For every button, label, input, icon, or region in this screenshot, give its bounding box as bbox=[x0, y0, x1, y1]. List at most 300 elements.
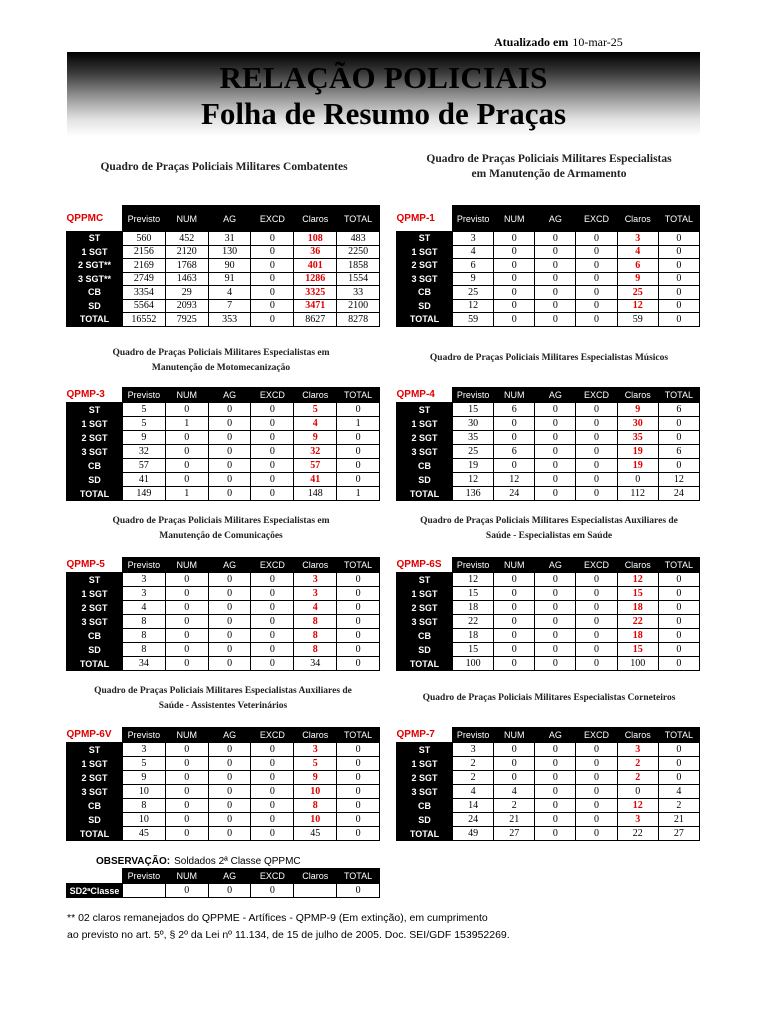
col-header: Previsto bbox=[123, 728, 166, 743]
value-cell: 0 bbox=[494, 643, 535, 657]
value-cell: 4 bbox=[658, 785, 699, 799]
claros-cell: 10 bbox=[294, 785, 337, 799]
value-cell: 41 bbox=[123, 473, 166, 487]
rank-cell: CB bbox=[397, 459, 453, 473]
table-row bbox=[397, 272, 700, 286]
value-cell: 0 bbox=[337, 573, 380, 587]
rank-cell: 3 SGT bbox=[67, 785, 123, 799]
value-cell: 0 bbox=[494, 615, 535, 629]
observacao-title: OBSERVAÇÃO: bbox=[96, 856, 171, 867]
value-cell: 24 bbox=[658, 487, 699, 501]
value-cell: 0 bbox=[251, 799, 294, 813]
claros-cell: 8 bbox=[294, 643, 337, 657]
value-cell: 18 bbox=[453, 629, 494, 643]
col-header: TOTAL bbox=[658, 558, 699, 573]
value-cell: 0 bbox=[337, 403, 380, 417]
rank-cell: SD bbox=[67, 813, 123, 827]
value-cell: 0 bbox=[535, 813, 576, 827]
value-cell: 6 bbox=[494, 445, 535, 459]
rank-cell: SD bbox=[397, 473, 453, 487]
value-cell: 0 bbox=[165, 799, 208, 813]
table-row bbox=[67, 431, 380, 445]
table-row bbox=[397, 473, 700, 487]
value-cell: 3 bbox=[453, 743, 494, 757]
value-cell: 4 bbox=[453, 245, 494, 259]
value-cell: 0 bbox=[535, 313, 576, 327]
col-header: NUM bbox=[165, 388, 208, 403]
value-cell: 0 bbox=[535, 615, 576, 629]
value-cell: 0 bbox=[576, 813, 617, 827]
value-cell: 483 bbox=[337, 232, 380, 246]
col-header: TOTAL bbox=[658, 206, 699, 232]
rank-cell: ST bbox=[397, 743, 453, 757]
value-cell: 0 bbox=[251, 445, 294, 459]
value-cell: 8 bbox=[123, 615, 166, 629]
col-header: Previsto bbox=[123, 388, 166, 403]
value-cell: 0 bbox=[658, 643, 699, 657]
value-cell: 24 bbox=[453, 813, 494, 827]
value-cell bbox=[123, 884, 166, 898]
value-cell: 12 bbox=[658, 473, 699, 487]
col-header: Previsto bbox=[453, 558, 494, 573]
rank-cell: SD bbox=[397, 643, 453, 657]
quadro-heading-line: Manutenção de Motomecanização bbox=[151, 363, 291, 373]
quadro-heading bbox=[394, 152, 704, 182]
value-cell: 6 bbox=[658, 403, 699, 417]
col-header: AG bbox=[208, 728, 251, 743]
col-header: Previsto bbox=[453, 206, 494, 232]
value-cell: 0 bbox=[535, 643, 576, 657]
value-cell: 0 bbox=[535, 272, 576, 286]
quadro-code: QPMP-3 bbox=[67, 388, 123, 403]
claros-cell: 18 bbox=[617, 629, 658, 643]
claros-cell: 3 bbox=[617, 232, 658, 246]
col-header: NUM bbox=[165, 206, 208, 232]
table-row bbox=[67, 785, 380, 799]
value-cell: 0 bbox=[658, 313, 699, 327]
claros-cell: 4 bbox=[294, 417, 337, 431]
value-cell: 0 bbox=[208, 643, 251, 657]
value-cell: 2749 bbox=[123, 272, 166, 286]
value-cell: 0 bbox=[337, 757, 380, 771]
value-cell: 0 bbox=[251, 403, 294, 417]
value-cell: 0 bbox=[251, 272, 294, 286]
table-row bbox=[397, 615, 700, 629]
claros-cell: 18 bbox=[617, 601, 658, 615]
claros-cell: 9 bbox=[617, 403, 658, 417]
col-header: AG bbox=[535, 558, 576, 573]
rank-cell: SD bbox=[397, 299, 453, 313]
value-cell: 0 bbox=[494, 259, 535, 273]
claros-cell: 9 bbox=[294, 771, 337, 785]
value-cell: 0 bbox=[208, 473, 251, 487]
col-header: AG bbox=[535, 728, 576, 743]
value-cell: 2 bbox=[453, 757, 494, 771]
value-cell: 1768 bbox=[165, 259, 208, 273]
page-title: RELAÇÃO POLICIAIS bbox=[219, 60, 548, 95]
value-cell: 0 bbox=[208, 573, 251, 587]
table-row bbox=[67, 417, 380, 431]
value-cell: 0 bbox=[576, 757, 617, 771]
value-cell: 22 bbox=[453, 615, 494, 629]
value-cell: 0 bbox=[535, 299, 576, 313]
value-cell: 0 bbox=[535, 587, 576, 601]
value-cell: 0 bbox=[251, 473, 294, 487]
value-cell: 0 bbox=[576, 771, 617, 785]
claros-cell: 148 bbox=[294, 487, 337, 501]
table-row bbox=[397, 813, 700, 827]
value-cell: 0 bbox=[576, 601, 617, 615]
value-cell: 3 bbox=[123, 743, 166, 757]
page-subtitle: Folha de Resumo de Praças bbox=[200, 96, 567, 131]
col-header: NUM bbox=[165, 869, 208, 884]
claros-cell: 8 bbox=[294, 799, 337, 813]
value-cell: 0 bbox=[576, 743, 617, 757]
value-cell: 0 bbox=[535, 417, 576, 431]
value-cell: 0 bbox=[494, 757, 535, 771]
value-cell: 2156 bbox=[123, 245, 166, 259]
col-header: AG bbox=[535, 388, 576, 403]
table-row bbox=[67, 487, 380, 501]
table-row bbox=[397, 601, 700, 615]
col-header: Previsto bbox=[453, 728, 494, 743]
value-cell: 0 bbox=[494, 431, 535, 445]
claros-cell: 45 bbox=[294, 827, 337, 841]
value-cell: 1 bbox=[165, 487, 208, 501]
value-cell: 0 bbox=[658, 259, 699, 273]
table-row bbox=[67, 601, 380, 615]
value-cell: 0 bbox=[251, 771, 294, 785]
title-banner bbox=[67, 52, 700, 136]
col-header: NUM bbox=[165, 558, 208, 573]
value-cell: 0 bbox=[251, 313, 294, 327]
claros-cell: 108 bbox=[294, 232, 337, 246]
value-cell: 0 bbox=[658, 771, 699, 785]
value-cell: 0 bbox=[337, 445, 380, 459]
value-cell: 0 bbox=[535, 459, 576, 473]
table-row bbox=[67, 657, 380, 671]
value-cell: 0 bbox=[251, 757, 294, 771]
col-header: AG bbox=[535, 206, 576, 232]
value-cell: 9 bbox=[123, 431, 166, 445]
value-cell: 0 bbox=[535, 601, 576, 615]
col-header: EXCD bbox=[576, 558, 617, 573]
value-cell: 0 bbox=[535, 431, 576, 445]
col-header: TOTAL bbox=[337, 869, 380, 884]
value-cell: 0 bbox=[165, 445, 208, 459]
value-cell: 0 bbox=[494, 459, 535, 473]
claros-cell: 4 bbox=[617, 245, 658, 259]
claros-cell: 19 bbox=[617, 459, 658, 473]
value-cell: 0 bbox=[535, 403, 576, 417]
col-header: Claros bbox=[294, 728, 337, 743]
value-cell: 0 bbox=[494, 232, 535, 246]
value-cell: 0 bbox=[337, 459, 380, 473]
rank-cell: ST bbox=[67, 573, 123, 587]
updated-date: 10-mar-25 bbox=[572, 35, 623, 49]
value-cell: 0 bbox=[535, 629, 576, 643]
quadro-table bbox=[66, 205, 380, 327]
value-cell: 0 bbox=[535, 771, 576, 785]
table-row bbox=[397, 299, 700, 313]
col-header: EXCD bbox=[251, 558, 294, 573]
claros-cell: 36 bbox=[294, 245, 337, 259]
rank-cell: 3 SGT bbox=[397, 785, 453, 799]
value-cell: 0 bbox=[165, 629, 208, 643]
claros-cell: 9 bbox=[294, 431, 337, 445]
quadro-heading bbox=[66, 684, 380, 714]
value-cell: 91 bbox=[208, 272, 251, 286]
quadro-heading-line: Quadro de Praças Policiais Militares Especialistas em bbox=[112, 516, 330, 526]
value-cell: 5 bbox=[123, 403, 166, 417]
table-row bbox=[67, 445, 380, 459]
table-row bbox=[397, 403, 700, 417]
rank-cell: 2 SGT bbox=[397, 431, 453, 445]
value-cell: 0 bbox=[576, 459, 617, 473]
value-cell: 21 bbox=[658, 813, 699, 827]
value-cell: 1 bbox=[165, 417, 208, 431]
table-row bbox=[397, 771, 700, 785]
rank-cell: 2 SGT bbox=[397, 601, 453, 615]
updated-label: Atualizado em bbox=[494, 35, 569, 49]
rank-cell: TOTAL bbox=[397, 827, 453, 841]
claros-cell: 3 bbox=[617, 813, 658, 827]
value-cell: 0 bbox=[251, 487, 294, 501]
table-row bbox=[397, 799, 700, 813]
value-cell: 0 bbox=[658, 743, 699, 757]
value-cell: 0 bbox=[165, 757, 208, 771]
value-cell: 6 bbox=[453, 259, 494, 273]
value-cell: 6 bbox=[658, 445, 699, 459]
claros-cell: 3 bbox=[294, 573, 337, 587]
table-row bbox=[67, 643, 380, 657]
value-cell: 0 bbox=[208, 743, 251, 757]
table-row bbox=[67, 771, 380, 785]
quadro-code: QPMP-1 bbox=[397, 206, 453, 232]
rank-cell: TOTAL bbox=[397, 313, 453, 327]
quadro-table bbox=[66, 557, 380, 671]
col-header: Claros bbox=[294, 388, 337, 403]
quadro-heading bbox=[394, 691, 704, 706]
value-cell: 2100 bbox=[337, 299, 380, 313]
value-cell: 0 bbox=[576, 573, 617, 587]
value-cell: 0 bbox=[494, 657, 535, 671]
table-row bbox=[67, 403, 380, 417]
value-cell: 27 bbox=[658, 827, 699, 841]
value-cell: 0 bbox=[535, 785, 576, 799]
rank-cell: TOTAL bbox=[67, 827, 123, 841]
claros-cell: 3 bbox=[294, 587, 337, 601]
value-cell: 0 bbox=[251, 785, 294, 799]
value-cell: 2 bbox=[453, 771, 494, 785]
value-cell: 0 bbox=[658, 757, 699, 771]
claros-cell: 6 bbox=[617, 259, 658, 273]
value-cell: 1 bbox=[337, 417, 380, 431]
value-cell: 0 bbox=[337, 657, 380, 671]
rank-cell: 1 SGT bbox=[67, 417, 123, 431]
value-cell: 0 bbox=[208, 601, 251, 615]
table-row bbox=[397, 459, 700, 473]
col-header: EXCD bbox=[251, 206, 294, 232]
col-header: EXCD bbox=[251, 388, 294, 403]
rank-cell: 3 SGT** bbox=[67, 272, 123, 286]
col-header: Claros bbox=[294, 558, 337, 573]
value-cell: 353 bbox=[208, 313, 251, 327]
value-cell: 0 bbox=[494, 587, 535, 601]
value-cell: 0 bbox=[535, 473, 576, 487]
value-cell: 130 bbox=[208, 245, 251, 259]
col-header: NUM bbox=[494, 558, 535, 573]
value-cell: 0 bbox=[208, 827, 251, 841]
footnote-line: ao previsto no art. 5º, § 2º da Lei nº 11.134, de 15 de julho de 2005. Doc. SEI/GDF 153952269. bbox=[67, 929, 510, 941]
claros-cell: 25 bbox=[617, 286, 658, 300]
value-cell: 0 bbox=[535, 657, 576, 671]
table-row bbox=[397, 587, 700, 601]
rank-cell: SD bbox=[67, 473, 123, 487]
col-header: EXCD bbox=[576, 728, 617, 743]
observacao-table bbox=[66, 868, 380, 898]
quadro-table bbox=[396, 387, 700, 501]
col-header: AG bbox=[208, 388, 251, 403]
value-cell: 0 bbox=[576, 785, 617, 799]
value-cell: 0 bbox=[535, 259, 576, 273]
value-cell: 0 bbox=[535, 799, 576, 813]
col-header: TOTAL bbox=[658, 388, 699, 403]
claros-cell: 12 bbox=[617, 299, 658, 313]
rank-cell: SD bbox=[67, 643, 123, 657]
claros-cell: 15 bbox=[617, 587, 658, 601]
claros-cell: 2 bbox=[617, 757, 658, 771]
value-cell: 32 bbox=[123, 445, 166, 459]
value-cell: 0 bbox=[576, 403, 617, 417]
value-cell: 0 bbox=[251, 459, 294, 473]
rank-cell: 2 SGT bbox=[67, 601, 123, 615]
table-row bbox=[397, 487, 700, 501]
rank-cell: 1 SGT bbox=[67, 245, 123, 259]
table-row bbox=[67, 232, 380, 246]
value-cell: 15 bbox=[453, 643, 494, 657]
value-cell: 560 bbox=[123, 232, 166, 246]
value-cell: 0 bbox=[658, 601, 699, 615]
claros-cell: 35 bbox=[617, 431, 658, 445]
quadro-heading-line: Quadro de Praças Policiais Militares Especialistas Corneteiros bbox=[422, 693, 676, 703]
value-cell: 0 bbox=[494, 629, 535, 643]
value-cell: 0 bbox=[208, 785, 251, 799]
value-cell: 0 bbox=[208, 459, 251, 473]
value-cell: 10 bbox=[123, 785, 166, 799]
value-cell: 0 bbox=[535, 286, 576, 300]
value-cell: 4 bbox=[208, 286, 251, 300]
value-cell: 0 bbox=[165, 743, 208, 757]
value-cell: 0 bbox=[494, 272, 535, 286]
claros-cell: 401 bbox=[294, 259, 337, 273]
value-cell: 2250 bbox=[337, 245, 380, 259]
value-cell: 0 bbox=[165, 884, 208, 898]
table-row bbox=[397, 313, 700, 327]
value-cell: 0 bbox=[658, 245, 699, 259]
table-row bbox=[397, 743, 700, 757]
rank-cell: 3 SGT bbox=[67, 445, 123, 459]
value-cell: 1463 bbox=[165, 272, 208, 286]
value-cell: 0 bbox=[576, 587, 617, 601]
rank-cell: 2 SGT bbox=[67, 431, 123, 445]
value-cell: 0 bbox=[208, 757, 251, 771]
value-cell: 10 bbox=[123, 813, 166, 827]
value-cell: 0 bbox=[576, 431, 617, 445]
rank-cell: CB bbox=[67, 799, 123, 813]
value-cell: 0 bbox=[535, 245, 576, 259]
value-cell: 0 bbox=[251, 299, 294, 313]
col-header: NUM bbox=[494, 206, 535, 232]
observacao-label bbox=[96, 856, 301, 867]
value-cell: 0 bbox=[251, 657, 294, 671]
value-cell: 8 bbox=[123, 643, 166, 657]
value-cell: 0 bbox=[251, 259, 294, 273]
quadro-table bbox=[66, 727, 380, 841]
value-cell: 0 bbox=[208, 884, 251, 898]
value-cell: 0 bbox=[208, 799, 251, 813]
quadro-heading bbox=[76, 514, 366, 544]
value-cell: 0 bbox=[576, 445, 617, 459]
value-cell: 0 bbox=[535, 827, 576, 841]
claros-cell: 3 bbox=[294, 743, 337, 757]
quadro-heading-line: Quadro de Praças Policiais Militares Especialistas Auxiliares de bbox=[94, 686, 352, 696]
value-cell: 0 bbox=[208, 417, 251, 431]
value-cell: 31 bbox=[208, 232, 251, 246]
value-cell: 0 bbox=[535, 757, 576, 771]
value-cell: 0 bbox=[251, 743, 294, 757]
value-cell: 0 bbox=[337, 813, 380, 827]
value-cell: 9 bbox=[453, 272, 494, 286]
value-cell: 0 bbox=[165, 785, 208, 799]
col-header: Claros bbox=[617, 388, 658, 403]
value-cell: 33 bbox=[337, 286, 380, 300]
rank-cell: 1 SGT bbox=[397, 757, 453, 771]
quadro-code: QPMP-4 bbox=[397, 388, 453, 403]
value-cell: 12 bbox=[494, 473, 535, 487]
table-row bbox=[397, 785, 700, 799]
table-row bbox=[67, 629, 380, 643]
value-cell: 5 bbox=[123, 417, 166, 431]
value-cell: 12 bbox=[453, 573, 494, 587]
claros-cell: 12 bbox=[617, 573, 658, 587]
col-header: TOTAL bbox=[658, 728, 699, 743]
value-cell: 2 bbox=[658, 799, 699, 813]
value-cell: 0 bbox=[658, 232, 699, 246]
rank-cell: 1 SGT bbox=[397, 587, 453, 601]
col-header: Previsto bbox=[453, 388, 494, 403]
value-cell: 0 bbox=[251, 245, 294, 259]
table-row bbox=[397, 286, 700, 300]
table-row bbox=[67, 573, 380, 587]
value-cell: 30 bbox=[453, 417, 494, 431]
rank-cell: 2 SGT** bbox=[67, 259, 123, 273]
col-header: NUM bbox=[494, 728, 535, 743]
value-cell: 0 bbox=[165, 403, 208, 417]
value-cell: 0 bbox=[658, 615, 699, 629]
value-cell: 0 bbox=[576, 643, 617, 657]
rank-cell: ST bbox=[397, 232, 453, 246]
rank-cell: 3 SGT bbox=[397, 272, 453, 286]
col-header: NUM bbox=[494, 388, 535, 403]
value-cell: 4 bbox=[453, 785, 494, 799]
rank-cell: 2 SGT bbox=[397, 259, 453, 273]
value-cell: 0 bbox=[208, 431, 251, 445]
col-header: Claros bbox=[294, 869, 337, 884]
value-cell: 15 bbox=[453, 403, 494, 417]
rank-cell: 3 SGT bbox=[67, 615, 123, 629]
value-cell: 0 bbox=[251, 286, 294, 300]
